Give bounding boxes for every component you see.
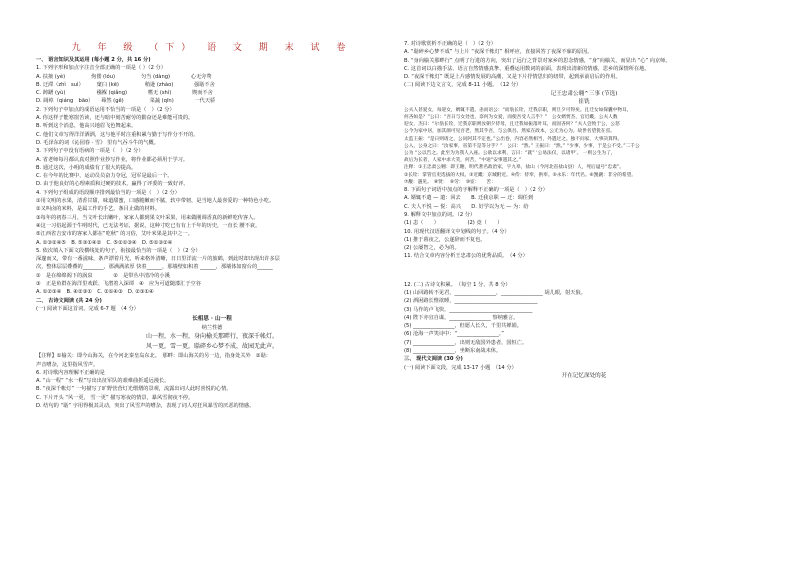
left-lines-line: ④这一习俗起源于牛明时代，已无法考证，据说，这种寸吃已有有上千年的历史，一直长 腰不衰。 <box>36 222 261 229</box>
left-after-line: D. 结句的 “聒” 字用得极其灵动，突出了风雪声的嘈杂，表现了词人对狂风暴雪的厌恶的情感。 <box>36 402 255 409</box>
right-mid-line: 9. 解释文中加点的词。（2 分） <box>404 211 476 218</box>
left-lines-line: A. 扶掖 (yè) 佝偻 (lóu) 匀当 (dàng) 心无旁骛 <box>36 73 212 80</box>
right-mid-line: (2) 公屡智之，必为的。 <box>404 245 460 252</box>
note-lines-line: ②长铨：掌管官吏选拔的大权。③近畿：京城附近。④侍：侍奉，供奉。⑤永乐：年代名。⑥觊觎：非分的希望。 <box>404 172 636 178</box>
left-lines-line: ③每年的初春三月，当文叶长出嫩叶，家家人都到果文叶采果，用来做刚调香真的新鲜吃传客人。 <box>36 214 259 221</box>
left-lines-line: ①用文明的水果，清香甘甜，味道甜蜜，口感脆嫩而不腻，软中带韧，是当地人最喜爱的一种特色小吃。 <box>36 198 275 205</box>
right-question-block-bottom <box>404 281 764 372</box>
left-question-block <box>36 56 388 313</box>
left-lines-line: D. 毛泽东的词《沁园春 · 雪》 里有气吞斗牛的气概。 <box>36 139 159 146</box>
poem-line: 山一程，水一程，身向榆关那畔行，夜深千帐灯。 <box>145 333 278 341</box>
story-lines-line: 公入，公身之曰：“汝家事，省第不是等分手？” 公曰：“然。” 王振曰：“然。” “少事，少事，于是公不受。”二千公 <box>404 143 640 149</box>
left-lines-line: C. 踌躇 (yù) 襁褓 (qiǎng) 嗜无 (shì) 锲而不舍 <box>36 90 213 97</box>
left-lines-line: B. 通过这次，小明的成绩有了很大的提高。 <box>36 164 137 171</box>
page-title: 九 年 级 （下） 语 文 期 末 试 卷 <box>71 43 353 53</box>
left-after-line: B. “夜深千帐灯” 一句描写了旷野营营灯光熠熠的景观，流露出词人此时喜悦的心情。 <box>36 386 232 393</box>
poem-questions-block <box>36 352 388 410</box>
left-lines-line: 二、 古诗文阅读 (共 24 分) <box>36 297 102 304</box>
left-after-line: 【注释】①榆关：即今山海关，在今河北秦皇岛东北。 那畔：即山海关的另一边，指身处关外 ②聒： <box>36 353 271 360</box>
left-after-line: C. 下片开头 “风一更， 雪一更” 描写寒夜的情景，暴风雪彻夜不停。 <box>36 394 194 401</box>
right-top-line: 7. 对诗歌赏析不正确的是（ ）（2 分） <box>404 41 496 47</box>
right-question-block-mid <box>404 186 764 261</box>
story-notes <box>404 164 764 186</box>
left-lines-line: C. 在今年的比赛中，运动员员奋力夺冠，冠军是最后一个。 <box>36 173 173 180</box>
right-top-line: (二) 阅读下边文言文，完成 8-11 小题。 （12 分） <box>404 82 522 89</box>
right-top-line: B. “身向榆关那畔行” 点明了行进的方向，突出了远行之背景对家乡的思念情感，“身”向榆关，而显出 “心” 向京师。 <box>404 57 671 64</box>
right-top-line: A. “聒碎乡心梦不成” 与上片 “夜深千帐灯” 相呼应，直接回答了夜深不寐的原因。 <box>404 49 593 56</box>
right-bottom-line: (2) 酒困路长惟欲睡，________________________________ <box>404 298 538 305</box>
left-lines-line: A. ①②③④ B. ④②③① C. ②①④③ D. ②③①④ <box>36 289 154 296</box>
left-lines-line: B. 迂滞（zhì suì） 窠臼 (kē) 稍逊 (zhào) 强聒不舍 <box>36 81 215 88</box>
right-bottom-line: (一) 阅读下面文段，完成 13-17 小题 （14 分） <box>404 364 517 371</box>
right-bottom-line: (4) 陛下亦宜自谋，________________ 察纳雅言。 <box>404 314 519 321</box>
story-text <box>404 107 764 165</box>
left-lines-line: ⑤江西省吉安市的客家人都在“吃秋” 的习俗，艾叶米果是其中之一。 <box>36 231 193 238</box>
story-lines-line: 故后为长者，人家中求大笑，何苦，“中途”安事遗其之。” <box>404 158 522 164</box>
right-bottom-line: (5) ________________，但愿人长久，千里共婵娟。 <box>404 323 522 330</box>
right-top-line: D. “夜深千帐灯” 既是上片感情发展的高潮，又是下片抒情思归的纽带，起到承前启后的作用。 <box>404 74 621 81</box>
story-lines-line: 迎女，杰曰：“尔翁长铨，迁我京职则汝朝夕侍母，且迁我如振落叶耳，而固吝何？”夫人尝致于公，公怒 <box>404 122 620 128</box>
left-lines-line: A. ①③②④⑤ B. ⑤③①④② C. ⑤②①③④ D. ⑤①③②④ <box>36 239 173 246</box>
left-lines-line: C. 他们文章写得洋洋洒洒，这与他平时注重积累与勤于写作分不开的。 <box>36 131 199 138</box>
left-lines-line: ③ 正是鱼群在海洋里欢跃、飞潜着入深谭 ④ 应为可道随漆汇于空谷 <box>36 281 201 288</box>
left-after-line: A. “山一程” “水一程”写出出征军队的艰难曲折遥远漫长。 <box>36 378 170 385</box>
left-lines-line: ②又叫卤的米料，是属工作的手艺，条目止做的材料。 <box>36 206 160 213</box>
left-lines-line: 5. 依次填入下面文段横线处的句子，衔接最恰当的一项是（ ）（2 分） <box>36 247 201 254</box>
left-after-line: 6. 对诗歌内容理解不正确的是 <box>36 369 105 376</box>
right-mid-line: 8. 下面句子词语中加点的字解释不正确的一项是（ ）（2 分） <box>404 187 548 194</box>
left-lines-line: 1. 下列字形和加点字注音全部正确的一项是（ ）（2 分） <box>36 65 166 72</box>
story-lines-line: 何吝如是？”公曰：“吾日与女处也，奈何为女爱，而使吾受人言乎？” 公女婿贾杰，官近畿，公夫人数 <box>404 114 618 120</box>
reading-passage-title: 开在记忆深处的花 <box>561 372 607 379</box>
right-mid-line: 10. 用现代汉语翻译文中划线的句子。（4 分） <box>404 228 510 235</box>
left-lines-line: B. 听到这个消息，他高兴地眉飞色舞起来。 <box>36 123 137 130</box>
story-lines-line: 公今为家中居，加其颜可见吾老，然其乎吾，与公俱吾。然家在政本，公无为心为。故世名望犹在焉。 <box>404 129 615 135</box>
right-bottom-line: (3) 马作的卢飞快，________________________________ <box>404 306 533 313</box>
poem-block <box>36 315 388 352</box>
right-mid-line: C. 夫人不悦 — 悦：高兴 D. 好学以为无 — 为：给 <box>404 203 529 210</box>
poem-author: 纳兰性德 <box>201 325 223 332</box>
note-lines-line: ⑦觏：遇见。 ⑧贤： ⑨劳： ⑩宦： 苦： <box>404 179 496 185</box>
poem-lines <box>36 332 388 352</box>
right-bottom-line: 12. (二) 古诗文积累。 （每空 1 分，共 8 分） <box>404 281 511 288</box>
poem-title: 长相思 · 山一程 <box>192 316 232 323</box>
left-after-line: 声音嘈杂，这里指风雪声。 <box>36 361 99 368</box>
right-bottom-line: (7) ________________，出则无敌国外患者，国恒亡。 <box>404 339 528 346</box>
right-mid-line: (1) 推于暮夜之，公遂辞而不复也。 <box>404 236 486 243</box>
right-mid-line: (1) 恚（ ） (2) 竟（ ） <box>404 220 503 227</box>
left-lines-line: 深邃而又，带有一番滋味，条声漂着月光，听来格外清晰，日日里洋流一片的旅鹤，到此时却出现出许多层 <box>36 256 280 263</box>
story-lines-line: 太监王振：“是日则请之，公问阿其不定也。”公出卷，内容必然相当，外遣过之。独不问家，大事决算得。 <box>404 136 623 142</box>
right-bottom-line: (8) ________________，坐断东南战未休。 <box>404 348 502 355</box>
left-lines-line: 3. 下列句子中没有语病的一项是（ ）（2 分） <box>36 148 144 155</box>
left-lines-line: A. 省老师每月都认真对照作业抄写作业，将作业都必须用于学习。 <box>36 156 189 163</box>
story-lines-line: 公夫人甚爱女，每迎女，婿辄不遣。恚而语公：“而翁长铨，迁我京职，则旦夕可得矣。且迁女如探囊中物耳， <box>404 107 632 113</box>
story-lines-line: 公为 “公以告之。此至为为我人入座。公欲以求利，言曰：“就” ‘公易法仅，以诸甲’。 一则公生为了， <box>404 151 616 156</box>
left-lines-line: 一、 语言知识及其运用 (每小题 2 分，共 16 分) <box>36 57 151 63</box>
left-lines-line: 2. 下列句子中加点的成语运用不恰当的一项是（ ）（2 分） <box>36 106 175 113</box>
right-question-block-top <box>404 40 764 90</box>
left-lines-line: ① 是在绵绵阁下的涡泉 ② 是带丛中清冷的小溪 <box>36 272 170 279</box>
note-lines-line: 注释：①王忠肃公翱：即王翱，明代著名政治家，字九皋，盐山（今河北省盐山县）人，死后谥号“忠肃”。 <box>404 165 624 171</box>
right-bottom-line: (6) 沧海一声笑诗中：“________________。” <box>404 331 504 338</box>
poem-line: 风一更，雪一更，聒碎乡心梦不成，故园无此声。 <box>145 343 278 351</box>
left-lines-line: D. 阔绰（qiáng bāo） 蓦然 (ɡě) 菜蔬 (qīn) 一代天骄 <box>36 98 216 105</box>
story-author: 崔铣 <box>578 99 590 106</box>
right-mid-line: 11. 结合文章内容分析王忠肃公的优秀品质。 （4 分） <box>404 253 528 260</box>
left-lines-line: 次，整体层层叠叠的________，那满满浓厚 快着______，那墙壁如积着 ______，那墙体如窗台的______ <box>36 264 273 271</box>
right-top-line: C. 这首词以白描手法、语言自然情感真挚、重叠运用数词的前面，表现出清新的情感，思乡的深情所在地。 <box>404 65 650 72</box>
right-column <box>404 0 764 562</box>
left-lines-line: 4. 下列句子组成的语段顺序排列最恰当的一项是（ ）（2 分） <box>36 189 180 196</box>
right-mid-line: A. 婿辄不遣 — 遣：回去 B. 迁我京职 — 迁：调任到 <box>404 195 534 202</box>
left-lines-line: D. 由于他良好的心理素质和过硬的技术，赢得了评委的一致好评。 <box>36 181 189 188</box>
right-bottom-line: 三、 现代文阅读 (30 分) <box>404 356 463 363</box>
story-title: 记王忠肃公翱^三事 (节选) <box>550 90 618 97</box>
left-column <box>36 0 388 562</box>
left-lines-line: (一) 阅读下面这首词，完成 6-7 题 （4 分） <box>36 305 139 312</box>
left-lines-line: A. 你这样子能寒窗苦读，还与暗中刻苦耐劳的勤奋还是难能可贵的。 <box>36 115 194 122</box>
right-bottom-line: (1) 山回路转不见君，________________，________________ 胡儿眼，射天狼。 <box>404 289 586 296</box>
